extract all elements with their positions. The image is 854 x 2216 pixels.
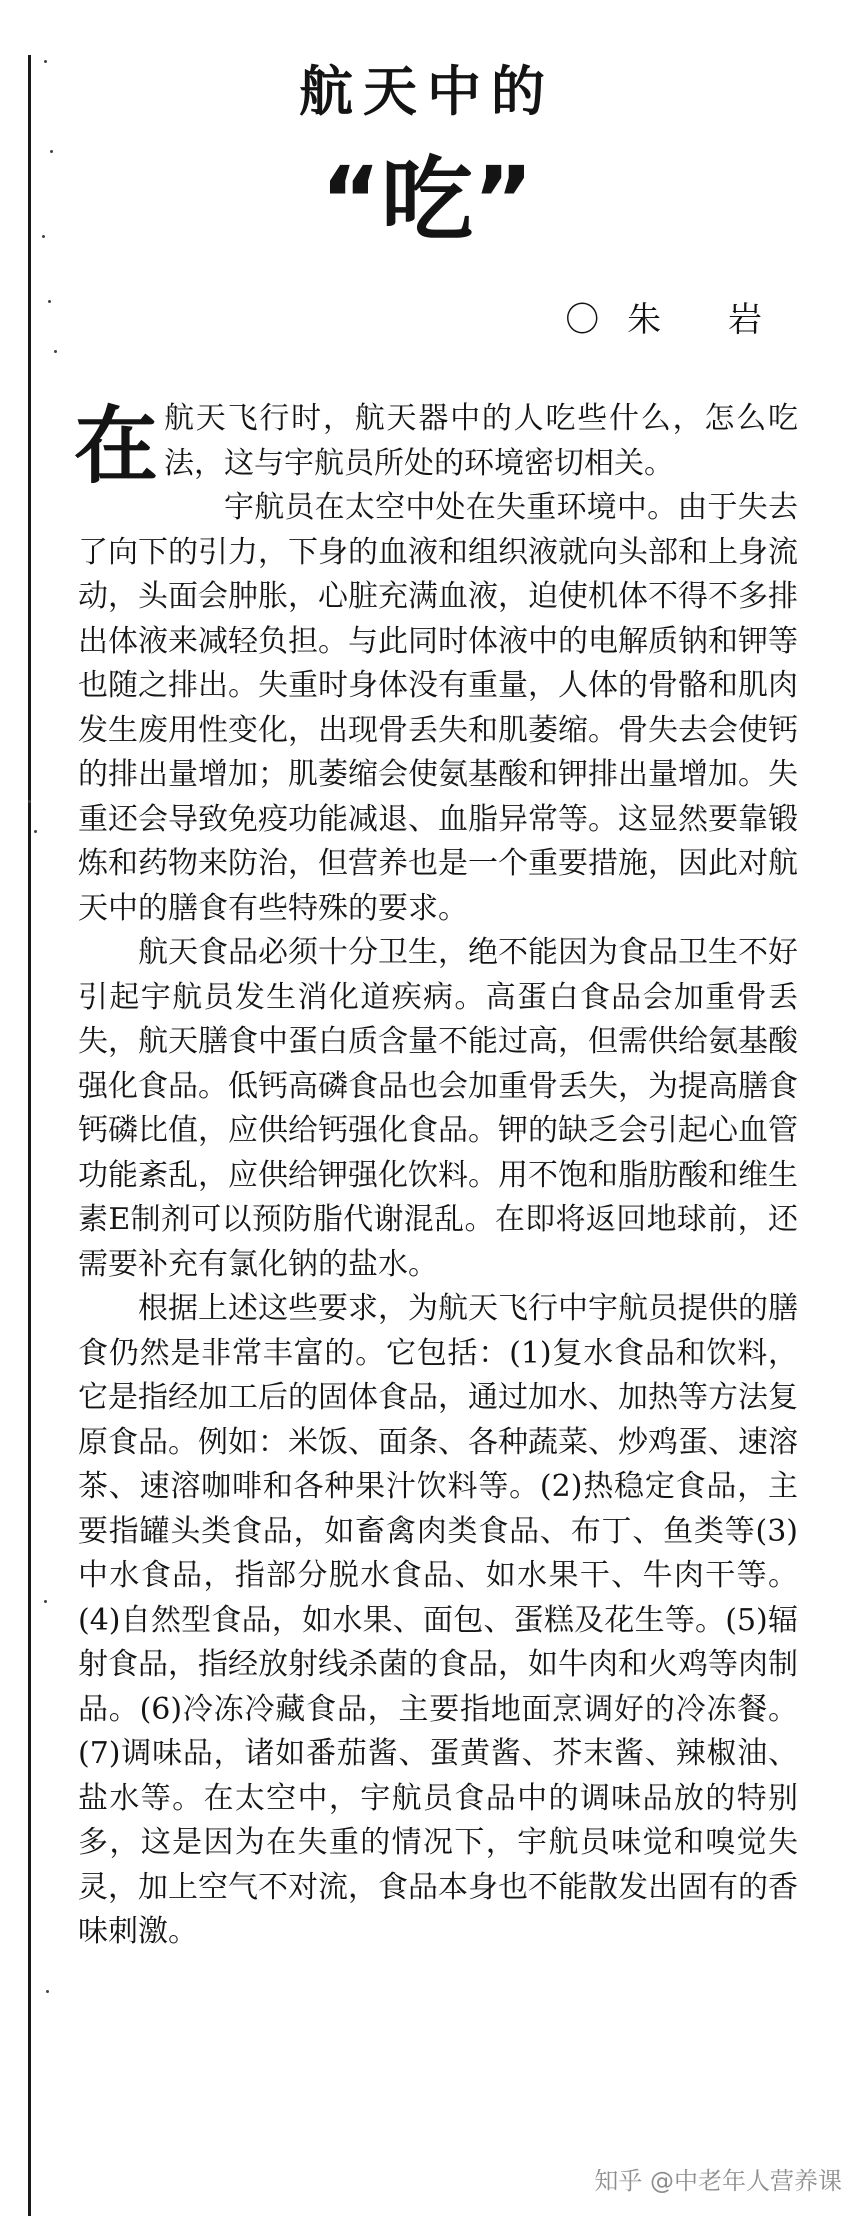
- article-title: 航天中的: [299, 60, 555, 123]
- article-body: [74, 397, 798, 1955]
- article-title-quoted-word: “吃”: [320, 147, 534, 254]
- paragraph-1: 航天飞行时，航天器中的人吃些什么，怎么吃法，这与宇航员所处的环境密切相关。: [164, 401, 798, 481]
- source-watermark: 知乎 @中老年人营养课: [594, 2167, 842, 2195]
- drop-cap: 在: [74, 397, 159, 495]
- author-byline: 〇朱 岩: [565, 300, 790, 340]
- left-border-rule: [28, 55, 31, 2216]
- paragraph-3: 航天食品必须十分卫生，绝不能因为食品卫生不好引起宇航员发生消化道疾病。高蛋白食品会加重骨丢失，航天膳食中蛋白质含量不能过高，但需供给氨基酸强化食品。低钙高磷食品也会加重骨丢失，为提高膳食钙磷比值，应供给钙强化食品。钾的缺乏会引起心血管功能紊乱，应供给钾强化饮料。用不饱和脂肪酸和维生素E制剂可以预防脂代谢混乱。在即将返回地球前，还需要补充有氯化钠的盐水。: [78, 935, 798, 1282]
- scan-specks: [40, 0, 60, 2216]
- paragraph-2: 宇航员在太空中处在失重环境中。由于失去了向下的引力，下身的血液和组织液就向头部和上身流动，头面会肿胀，心脏充满血液，迫使机体不得不多排出体液来减轻负担。与此同时体液中的电解质钠和钾等也随之排出。失重时身体没有重量，人体的骨骼和肌肉发生废用性变化，出现骨丢失和肌萎缩。骨失去会使钙的排出量增加；肌萎缩会使氨基酸和钾排出量增加。失重还会导致免疫功能减退、血脂异常等。这显然要靠锻炼和药物来防治，但营养也是一个重要措施，因此对航天中的膳食有些特殊的要求。: [78, 490, 798, 926]
- paragraph-4: 根据上述这些要求，为航天飞行中宇航员提供的膳食仍然是非常丰富的。它包括：(1)复水食品和饮料，它是指经加工后的固体食品，通过加水、加热等方法复原食品。例如：米饭、面条、各种蔬菜、炒鸡蛋、速溶茶、速溶咖啡和各种果汁饮料等。(2)热稳定食品，主要指罐头类食品，如畜禽肉类食品、布丁、鱼类等(3)中水食品，指部分脱水食品、如水果干、牛肉干等。(4)自然型食品，如水果、面包、蛋糕及花生等。(5)辐射食品，指经放射线杀菌的食品，如牛肉和火鸡等肉制品。(6)冷冻冷藏食品，主要指地面烹调好的冷冻餐。(7)调味品，诸如番茄酱、蛋黄酱、芥末酱、辣椒油、盐水等。在太空中，宇航员食品中的调味品放的特别多，这是因为在失重的情况下，宇航员味觉和嗅觉失灵，加上空气不对流，食品本身也不能散发出固有的香味刺激。: [78, 1291, 798, 1949]
